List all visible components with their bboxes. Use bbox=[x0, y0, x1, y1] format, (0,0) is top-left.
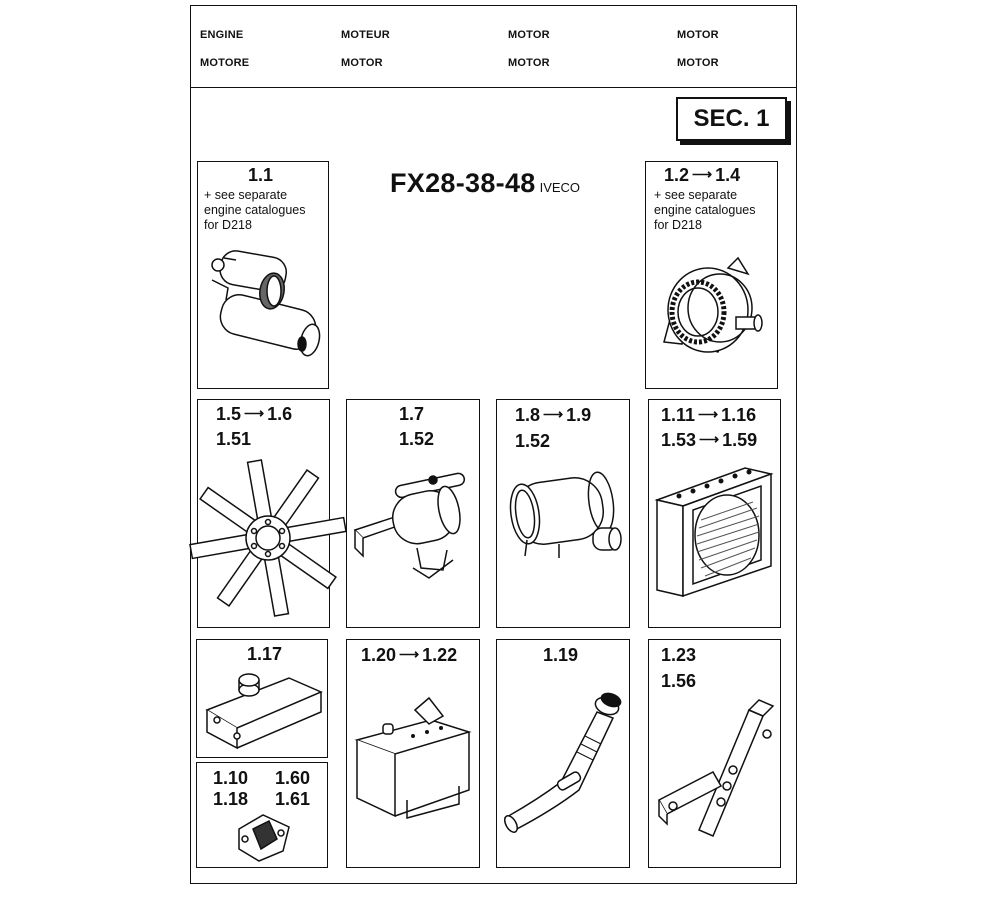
part-card-1-11[interactable] bbox=[648, 399, 781, 628]
part-card-1-10[interactable] bbox=[196, 762, 328, 868]
starter-motor-icon bbox=[198, 162, 330, 390]
part-card-1-1[interactable] bbox=[197, 161, 329, 389]
part-number: 1.23 bbox=[661, 645, 697, 665]
part-card-1-2[interactable] bbox=[645, 161, 778, 389]
part-number: 1.60 bbox=[275, 768, 311, 788]
air-filter-icon bbox=[497, 400, 631, 629]
part-card-1-7[interactable] bbox=[346, 399, 480, 628]
part-number: 1.7 bbox=[399, 404, 425, 424]
fan-icon bbox=[198, 400, 331, 629]
model-brand: IVECO bbox=[539, 180, 581, 195]
alternator-icon bbox=[646, 162, 779, 390]
part-number: 1.18 bbox=[213, 789, 249, 809]
radiator-icon bbox=[649, 400, 782, 629]
part-number: 1.61 bbox=[275, 789, 311, 809]
header-divider bbox=[190, 87, 797, 88]
part-number-range: 1.8 ⟶ 1.9 bbox=[515, 405, 592, 425]
part-card-1-23[interactable] bbox=[648, 639, 781, 868]
part-note: + see separate engine catalogues for D218 bbox=[204, 188, 306, 232]
lang-label-en: ENGINE bbox=[200, 29, 244, 41]
section-label: SEC. 1 bbox=[676, 97, 787, 141]
lang-label-es: MOTOR bbox=[341, 57, 383, 69]
lang-label-it: MOTORE bbox=[200, 57, 250, 69]
lang-label-da: MOTOR bbox=[677, 57, 719, 69]
bracket-icon bbox=[197, 763, 329, 869]
lang-label-nl: MOTOR bbox=[677, 29, 719, 41]
part-number: 1.1 bbox=[248, 165, 274, 185]
part-card-1-19[interactable] bbox=[496, 639, 630, 868]
part-number-range: 1.2 ⟶ 1.4 bbox=[664, 165, 741, 185]
part-number-range: 1.5 ⟶ 1.6 bbox=[216, 404, 293, 424]
part-number: 1.19 bbox=[543, 645, 579, 665]
part-card-1-8[interactable] bbox=[496, 399, 630, 628]
part-number: 1.56 bbox=[661, 671, 697, 691]
part-note: + see separate engine catalogues for D218 bbox=[654, 188, 756, 232]
part-number-range: 1.53 ⟶ 1.59 bbox=[661, 430, 758, 450]
part-card-1-17[interactable] bbox=[196, 639, 328, 758]
model-title bbox=[390, 168, 580, 199]
lang-label-pt: MOTOR bbox=[508, 57, 550, 69]
engine-mount-bracket-icon bbox=[649, 640, 782, 869]
part-number: 1.52 bbox=[399, 429, 435, 449]
expansion-tank-icon bbox=[197, 640, 329, 759]
part-card-1-5[interactable] bbox=[197, 399, 330, 628]
part-number: 1.17 bbox=[247, 644, 283, 664]
exhaust-silencer-icon bbox=[347, 400, 481, 629]
part-number: 1.10 bbox=[213, 768, 249, 788]
model-name: FX28-38-48 bbox=[390, 168, 536, 198]
part-number-range: 1.20 ⟶ 1.22 bbox=[361, 645, 458, 665]
fuel-tank-icon bbox=[347, 640, 481, 869]
part-number: 1.51 bbox=[216, 429, 252, 449]
intake-hose-icon bbox=[497, 640, 631, 869]
lang-label-fr: MOTEUR bbox=[341, 29, 390, 41]
part-number-range: 1.11 ⟶ 1.16 bbox=[661, 405, 757, 425]
lang-label-de: MOTOR bbox=[508, 29, 550, 41]
part-number: 1.52 bbox=[515, 431, 551, 451]
part-card-1-20[interactable] bbox=[346, 639, 480, 868]
